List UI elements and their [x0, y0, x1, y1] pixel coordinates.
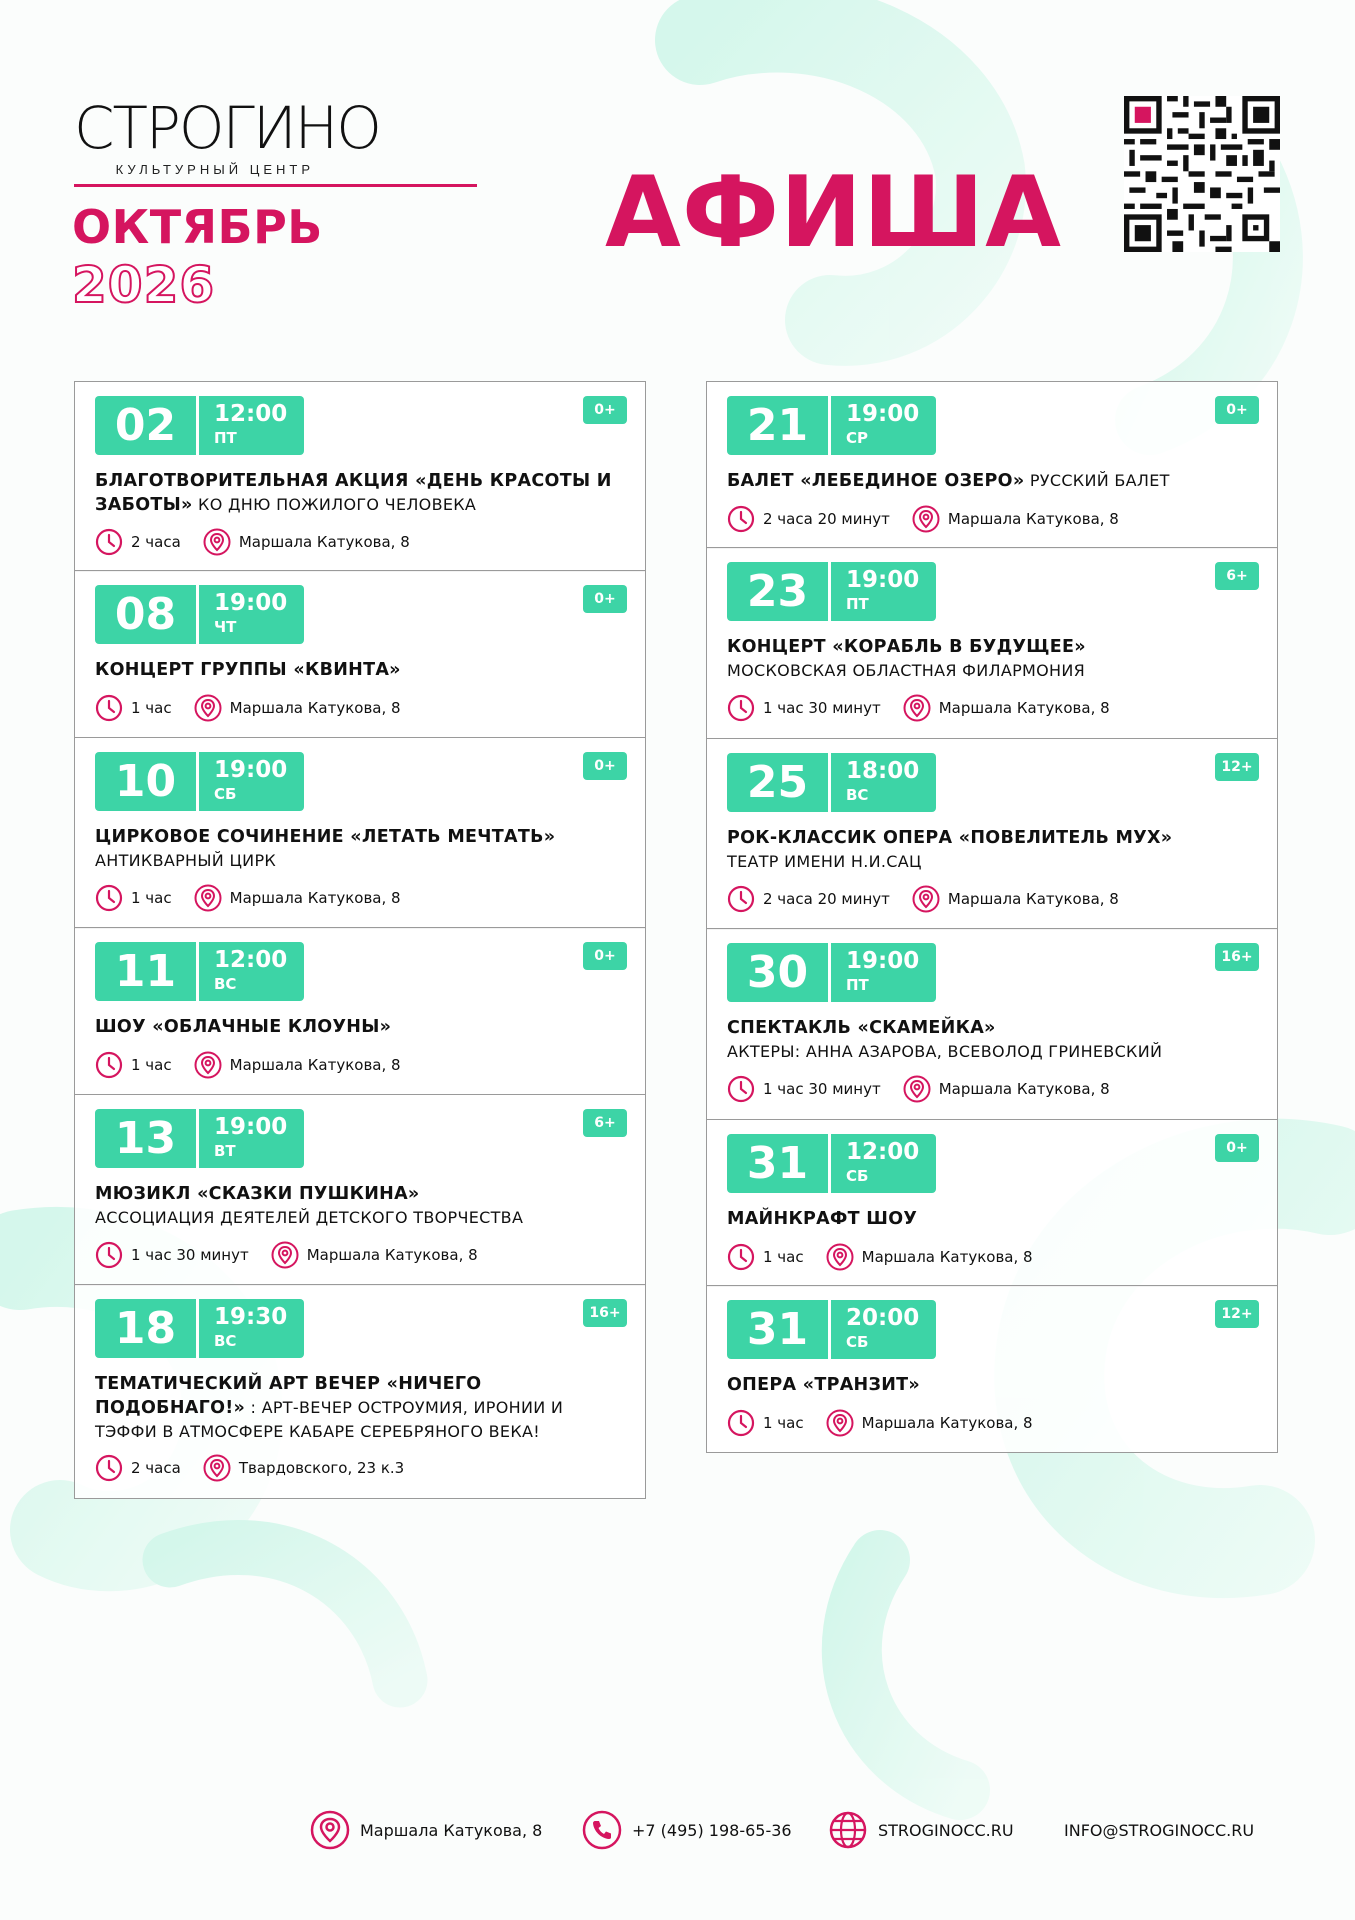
event-weekday: ВС [214, 975, 237, 993]
event-card[interactable] [706, 738, 1278, 930]
event-weekday: СБ [214, 784, 237, 803]
event-weekday: СБ [846, 1333, 869, 1351]
event-datebox [727, 753, 936, 812]
event-duration: 1 час [131, 888, 172, 907]
globe-icon [828, 1810, 868, 1850]
event-datebox [727, 1300, 936, 1359]
event-place[interactable] [826, 1409, 1033, 1437]
footer-email-text: INFO@STROGINOCC.RU [1064, 1820, 1255, 1840]
event-card[interactable] [74, 381, 646, 572]
event-title [95, 1015, 615, 1039]
event-day: 08 [114, 589, 177, 640]
event-datebox [727, 396, 936, 455]
event-datebox [95, 585, 304, 644]
event-card[interactable] [74, 1284, 646, 1499]
event-title-main: СПЕКТАКЛЬ «СКАМЕЙКА» [727, 1018, 996, 1038]
event-meta [95, 1050, 401, 1080]
logo-wordmark: СТРОГИНО [74, 94, 380, 162]
clock-icon [727, 1075, 763, 1103]
event-title [727, 1373, 1247, 1397]
map-pin-icon [912, 505, 948, 533]
event-time: 19:00 [214, 1113, 288, 1140]
event-title-main: РОК-КЛАССИК ОПЕРА «ПОВЕЛИТЕЛЬ МУХ» [727, 827, 1173, 848]
datebox-divider [828, 562, 831, 621]
event-datebox [95, 942, 304, 1001]
age-rating-badge: 0+ [583, 585, 627, 613]
event-place-text: Маршала Катукова, 8 [947, 889, 1119, 908]
event-place-text: Маршала Катукова, 8 [229, 699, 401, 717]
event-duration: 1 час 30 минут [763, 699, 881, 717]
map-pin-icon [826, 1409, 862, 1437]
event-place[interactable] [203, 528, 410, 556]
event-datebox [95, 1299, 304, 1358]
event-title [727, 1207, 1247, 1231]
event-weekday: ПТ [214, 428, 237, 447]
event-weekday: ПТ [846, 595, 869, 613]
clock-icon [727, 1409, 763, 1437]
event-place-text: Маршала Катукова, 8 [938, 1080, 1110, 1098]
event-meta [727, 1242, 1033, 1272]
datebox-divider [196, 396, 199, 455]
datebox-divider [828, 753, 831, 812]
event-card[interactable] [706, 1285, 1278, 1453]
map-pin-icon [903, 694, 939, 722]
event-place-text: Маршала Катукова, 8 [238, 532, 410, 551]
map-pin-icon [903, 1075, 939, 1103]
event-title-main: ШОУ «ОБЛАЧНЫЕ КЛОУНЫ» [95, 1017, 392, 1037]
event-time: 19:00 [214, 590, 288, 616]
event-meta [727, 504, 1119, 534]
event-title [727, 1016, 1247, 1063]
footer-site-text: STROGINOCC.RU [878, 1820, 1014, 1840]
event-place[interactable] [194, 884, 401, 912]
map-pin-icon [203, 1454, 239, 1482]
event-place-text: Маршала Катукова, 8 [861, 1414, 1033, 1432]
event-meta [95, 1453, 404, 1483]
event-card[interactable] [706, 928, 1278, 1120]
event-card[interactable] [706, 1119, 1278, 1287]
event-weekday: ПТ [846, 976, 869, 994]
footer-phone-text: +7 (495) 198-65-36 [632, 1820, 792, 1840]
event-duration: 2 часа 20 минут [763, 509, 890, 528]
datebox-divider [196, 585, 199, 644]
event-datebox [727, 562, 936, 621]
event-day: 23 [746, 566, 809, 617]
event-title [95, 1372, 615, 1443]
event-weekday: ВС [214, 1332, 237, 1350]
event-title [95, 825, 615, 872]
event-place-text: Маршала Катукова, 8 [861, 1247, 1033, 1266]
event-place[interactable] [194, 694, 401, 722]
event-duration: 2 часа [131, 1459, 181, 1477]
event-time: 12:00 [214, 947, 288, 973]
event-day: 31 [746, 1304, 809, 1355]
map-pin-icon [912, 885, 948, 913]
event-meta [727, 1074, 1110, 1104]
footer-phone[interactable] [582, 1808, 792, 1852]
event-day: 30 [746, 947, 809, 998]
event-title [95, 469, 615, 517]
event-title [727, 635, 1247, 682]
map-pin-icon [194, 884, 230, 912]
event-place[interactable] [271, 1241, 478, 1269]
event-day: 31 [746, 1137, 809, 1189]
map-pin-icon [203, 528, 239, 556]
event-card[interactable] [706, 547, 1278, 739]
event-place[interactable] [194, 1051, 401, 1079]
event-title-main: КОНЦЕРТ ГРУППЫ «КВИНТА» [95, 660, 401, 680]
event-card[interactable] [74, 570, 646, 738]
event-meta [95, 693, 401, 723]
event-duration: 1 час 30 минут [763, 1080, 881, 1098]
event-title-extra: АНТИКВАРНЫЙ ЦИРК [95, 850, 277, 870]
age-rating-badge: 0+ [1215, 396, 1259, 424]
datebox-divider [196, 752, 199, 811]
event-place-text: Маршала Катукова, 8 [229, 888, 401, 907]
event-day: 25 [746, 756, 809, 808]
event-time: 19:00 [846, 567, 920, 593]
event-weekday: СБ [846, 1166, 869, 1185]
event-time: 12:00 [214, 400, 288, 427]
event-day: 11 [114, 946, 177, 997]
event-meta [727, 693, 1110, 723]
event-title-extra: АССОЦИАЦИЯ ДЕЯТЕЛЕЙ ДЕТСКОГО ТВОРЧЕСТВА [95, 1207, 524, 1227]
event-meta [727, 884, 1119, 914]
age-rating-badge: 6+ [1215, 562, 1259, 590]
logo-subtitle: КУЛЬТУРНЫЙ ЦЕНТР [115, 162, 314, 177]
event-place-text: Маршала Катукова, 8 [229, 1056, 401, 1074]
event-title-main: МАЙНКРАФТ ШОУ [727, 1208, 918, 1229]
event-title-main: ОПЕРА «ТРАНЗИТ» [727, 1375, 921, 1395]
clock-icon [95, 694, 131, 722]
event-title-main: МЮЗИКЛ «СКАЗКИ ПУШКИНА» [95, 1183, 420, 1204]
event-day: 13 [114, 1112, 177, 1164]
page-title: АФИША [605, 156, 1062, 270]
event-datebox [727, 943, 936, 1002]
event-meta [727, 1408, 1033, 1438]
event-card[interactable] [706, 381, 1278, 549]
event-title [95, 1182, 615, 1229]
age-rating-badge: 0+ [583, 396, 627, 424]
clock-icon [95, 528, 131, 556]
clock-icon [727, 1243, 763, 1271]
event-time: 12:00 [846, 1138, 920, 1165]
event-title-main: ЦИРКОВОЕ СОЧИНЕНИЕ «ЛЕТАТЬ МЕЧТАТЬ» [95, 826, 556, 847]
event-day: 02 [114, 399, 177, 451]
clock-icon [95, 1051, 131, 1079]
age-rating-badge: 16+ [1215, 943, 1259, 971]
event-title-extra: МОСКОВСКАЯ ОБЛАСТНАЯ ФИЛАРМОНИЯ [727, 661, 1086, 680]
event-weekday: ВТ [214, 1141, 236, 1160]
event-place-text: Маршала Катукова, 8 [306, 1245, 478, 1264]
year-title: 2026 [72, 256, 216, 314]
map-pin-icon [310, 1810, 350, 1850]
event-datebox [95, 396, 304, 455]
events-column-right [706, 382, 1278, 1453]
event-place[interactable] [826, 1243, 1033, 1271]
age-rating-badge: 0+ [1215, 1134, 1259, 1162]
event-place[interactable] [912, 885, 1119, 913]
event-title-main: БАЛЕТ «ЛЕБЕДИНОЕ ОЗЕРО» [727, 470, 1025, 491]
event-meta [95, 527, 410, 557]
datebox-divider [828, 1134, 831, 1193]
event-weekday: СР [846, 428, 869, 447]
event-duration: 1 час [131, 1056, 172, 1074]
event-title-extra: АКТЕРЫ: АННА АЗАРОВА, ВСЕВОЛОД ГРИНЕВСКИЙ [727, 1042, 1163, 1061]
clock-icon [95, 1241, 131, 1269]
age-rating-badge: 16+ [583, 1299, 627, 1327]
datebox-divider [196, 942, 199, 1001]
age-rating-badge: 12+ [1215, 753, 1259, 781]
age-rating-badge: 12+ [1215, 1300, 1259, 1328]
event-time: 20:00 [846, 1305, 920, 1331]
event-time: 18:00 [846, 757, 920, 784]
event-day: 21 [746, 399, 809, 451]
event-place-text: Маршала Катукова, 8 [947, 509, 1119, 528]
clock-icon [95, 1454, 131, 1482]
event-title-main: БЛАГОТВОРИТЕЛЬНАЯ АКЦИЯ «ДЕНЬ КРАСОТЫ И ЗАБОТЫ» [95, 470, 612, 515]
event-duration: 2 часа 20 минут [763, 889, 890, 908]
event-duration: 1 час [131, 699, 172, 717]
map-pin-icon [826, 1243, 862, 1271]
map-pin-icon [194, 694, 230, 722]
map-pin-icon [271, 1241, 307, 1269]
age-rating-badge: 0+ [583, 942, 627, 970]
logo [74, 96, 380, 177]
event-day: 10 [114, 755, 177, 807]
datebox-divider [828, 943, 831, 1002]
footer-email[interactable] [1064, 1808, 1254, 1852]
event-place[interactable] [203, 1454, 404, 1482]
footer-address-text: Маршала Катукова, 8 [360, 1820, 543, 1840]
clock-icon [727, 505, 763, 533]
event-place[interactable] [903, 694, 1110, 722]
phone-icon [582, 1810, 622, 1850]
event-datebox [95, 1109, 304, 1168]
event-datebox [95, 752, 304, 811]
event-title-extra: : АРТ-ВЕЧЕР ОСТРОУМИЯ, ИРОНИИ И ТЭФФИ В АТМОСФЕРЕ КАБАРЕ СЕРЕБРЯНОГО ВЕКА! [95, 1398, 564, 1441]
event-duration: 1 час 30 минут [131, 1245, 249, 1264]
footer-site[interactable] [828, 1808, 1014, 1852]
event-place[interactable] [912, 505, 1119, 533]
clock-icon [727, 694, 763, 722]
header-divider [74, 184, 477, 187]
events-column-left [74, 382, 646, 1499]
event-time: 19:00 [214, 756, 288, 783]
event-duration: 1 час [763, 1414, 804, 1432]
event-title [95, 658, 615, 682]
event-day: 18 [114, 1303, 177, 1354]
clock-icon [95, 884, 131, 912]
age-rating-badge: 6+ [583, 1109, 627, 1137]
qr-code[interactable] [1124, 96, 1280, 252]
event-time: 19:00 [846, 948, 920, 974]
datebox-divider [828, 396, 831, 455]
map-pin-icon [194, 1051, 230, 1079]
event-place-text: Маршала Катукова, 8 [938, 699, 1110, 717]
event-weekday: ЧТ [214, 618, 237, 636]
event-title-extra: КО ДНЮ ПОЖИЛОГО ЧЕЛОВЕКА [192, 494, 477, 514]
datebox-divider [196, 1299, 199, 1358]
datebox-divider [828, 1300, 831, 1359]
event-card[interactable] [74, 737, 646, 929]
event-weekday: ВС [846, 785, 869, 804]
event-datebox [727, 1134, 936, 1193]
event-time: 19:00 [846, 400, 920, 427]
datebox-divider [196, 1109, 199, 1168]
event-title-main: ТЕМАТИЧЕСКИЙ АРТ ВЕЧЕР «НИЧЕГО ПОДОБНАГО!» [95, 1374, 482, 1418]
event-title-extra: РУССКИЙ БАЛЕТ [1024, 470, 1170, 490]
event-title [727, 826, 1247, 873]
event-meta [95, 883, 401, 913]
event-duration: 1 час [763, 1247, 804, 1266]
age-rating-badge: 0+ [583, 752, 627, 780]
footer-address[interactable] [310, 1808, 542, 1852]
event-title-main: КОНЦЕРТ «КОРАБЛЬ В БУДУЩЕЕ» [727, 637, 1086, 657]
event-time: 19:30 [214, 1304, 288, 1330]
event-card[interactable] [74, 927, 646, 1095]
month-title: ОКТЯБРЬ [72, 200, 323, 254]
event-card[interactable] [74, 1094, 646, 1286]
event-place[interactable] [903, 1075, 1110, 1103]
event-duration: 2 часа [131, 532, 181, 551]
event-place-text: Твардовского, 23 к.3 [238, 1459, 405, 1477]
event-meta [95, 1240, 478, 1270]
clock-icon [727, 885, 763, 913]
event-title-extra: ТЕАТР ИМЕНИ Н.И.САЦ [727, 851, 922, 871]
event-title [727, 469, 1247, 493]
